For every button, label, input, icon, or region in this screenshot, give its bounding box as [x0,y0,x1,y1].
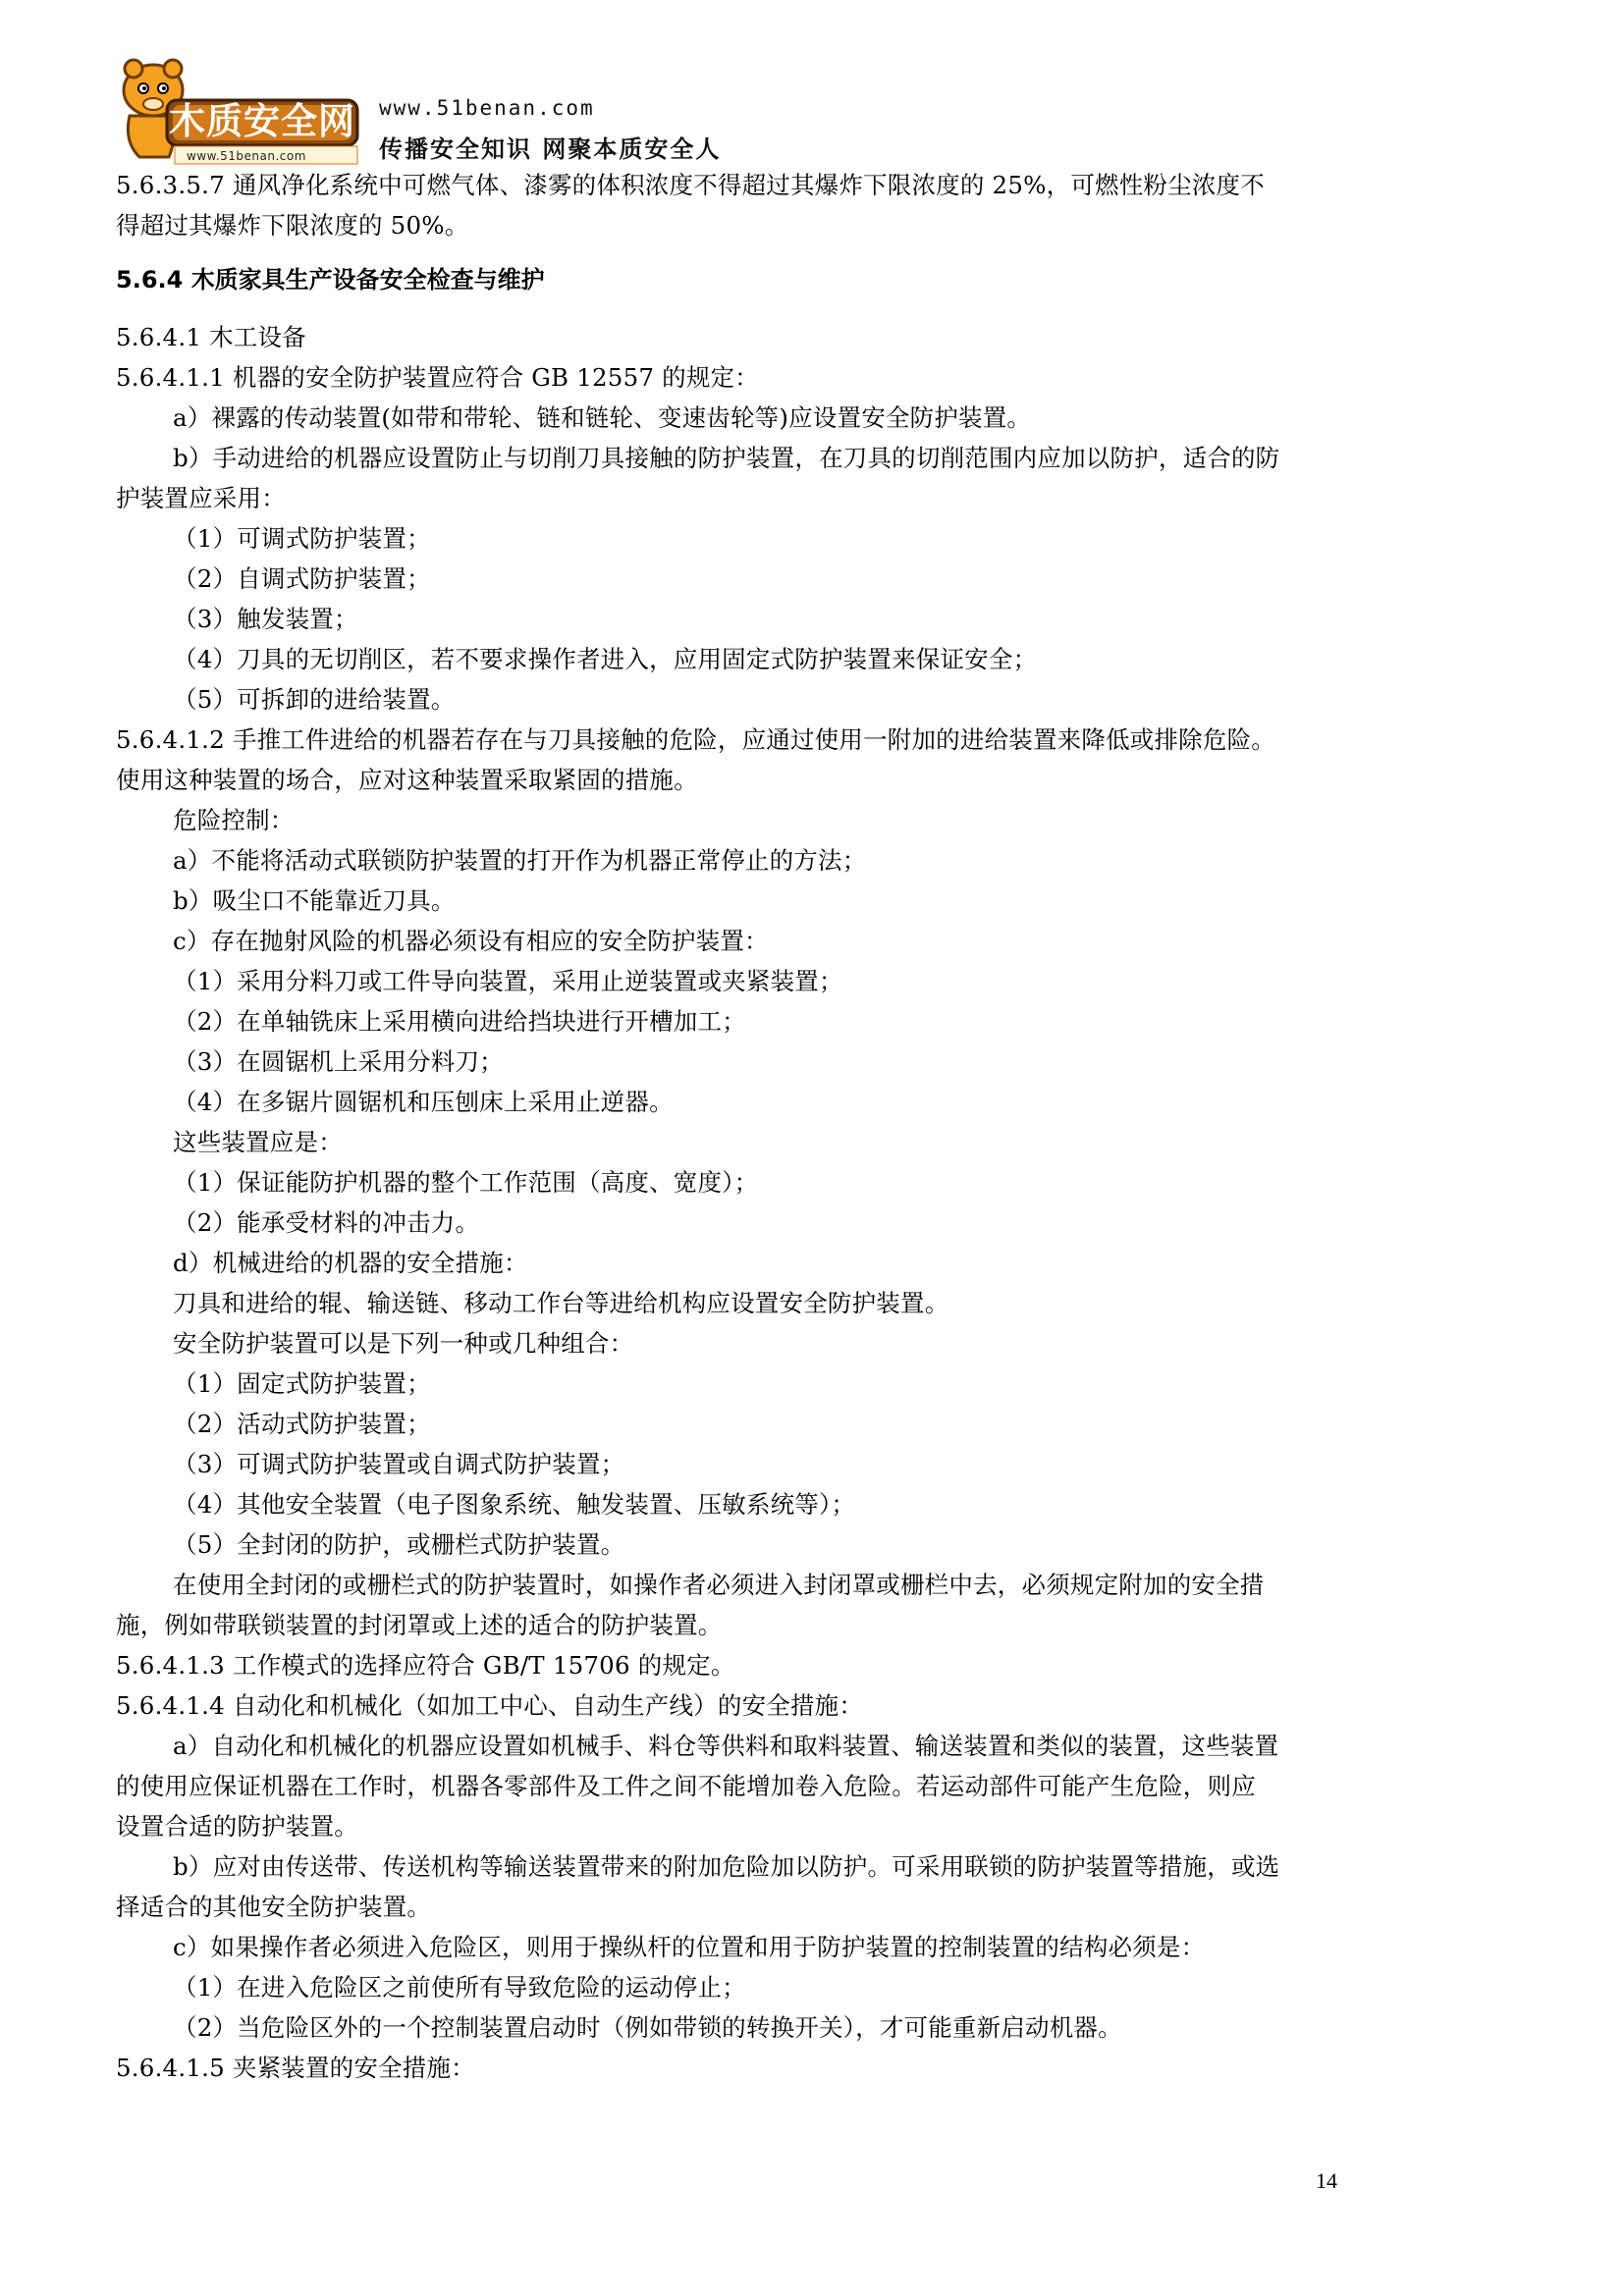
paragraph-line: 施，例如带联锁装置的封闭罩或上述的适合的防护装置。 [116,1611,723,1639]
paragraph-line: 5.6.4.1 木工设备 [116,323,306,351]
paragraph-line: （1）固定式防护装置； [173,1369,431,1398]
paragraph-line: 择适合的其他安全防护装置。 [116,1893,432,1921]
site-url-link[interactable]: www.51benan.com [379,96,595,120]
paragraph-line: c）存在抛射风险的机器必须设有相应的安全防护装置： [173,927,769,955]
paragraph-line: 这些装置应是： [173,1128,343,1156]
paragraph-line: （3）在圆锯机上采用分料刀； [173,1047,504,1076]
paragraph-line: （4）在多锯片圆锯机和压刨床上采用止逆器。 [173,1088,674,1116]
paragraph-line: 的使用应保证机器在工作时，机器各零部件及工件之间不能增加卷入危险。若运动部件可能产生危险，则应 [116,1772,1256,1800]
document-body [116,165,1451,2088]
paragraph-line: b）吸尘口不能靠近刀具。 [173,886,456,915]
paragraph-line: （3）可调式防护装置或自调式防护装置； [173,1450,625,1478]
paragraph-line: 5.6.4.1.4 自动化和机械化（如加工中心、自动生产线）的安全措施： [116,1691,864,1720]
paragraph-line: b）手动进给的机器应设置防止与切削刀具接触的防护装置，在刀具的切削范围内应加以防护，适合的防 [173,444,1280,472]
page-number: 14 [1316,2168,1337,2193]
paragraph-line: 5.6.4.1.3 工作模式的选择应符合 GB/T 15706 的规定。 [116,1651,735,1680]
paragraph-line: （2）自调式防护装置； [173,564,431,593]
page-header [116,51,722,167]
paragraph-line: a）不能将活动式联锁防护装置的打开作为机器正常停止的方法； [173,846,867,875]
section-heading: 5.6.4 木质家具生产设备安全检查与维护 [116,266,545,294]
paragraph-line: （5）可拆卸的进给装置。 [173,685,456,714]
logo-url: www.51benan.com [187,149,306,163]
site-logo[interactable] [116,51,363,167]
paragraph-line: 5.6.4.1.5 夹紧装置的安全措施： [116,2054,475,2082]
paragraph-line: （2）当危险区外的一个控制装置启动时（例如带锁的转换开关），才可能重新启动机器。 [173,2013,1122,2042]
paragraph-line: 得超过其爆炸下限浓度的 50%。 [116,211,469,240]
paragraph-line: d）机械进给的机器的安全措施： [173,1249,528,1277]
paragraph-line: a）自动化和机械化的机器应设置如机械手、料仓等供料和取料装置、输送装置和类似的装置，这些装置 [173,1732,1279,1760]
site-slogan: 传播安全知识 网聚本质安全人 [379,135,722,163]
paragraph-line: 5.6.4.1.2 手推工件进给的机器若存在与刀具接触的危险，应通过使用一附加的进给装置来降低或排除危险。 [116,725,1275,754]
logo-wordmark: 木质安全网 [169,100,355,142]
paragraph-line: （1）可调式防护装置； [173,524,431,553]
paragraph-line: 安全防护装置可以是下列一种或几种组合： [173,1329,634,1358]
paragraph-line: （2）能承受材料的冲击力。 [173,1208,480,1237]
paragraph-line: 5.6.3.5.7 通风净化系统中可燃气体、漆雾的体积浓度不得超过其爆炸下限浓度的 25%，可燃性粉尘浓度不 [116,171,1265,199]
paragraph-line: （3）触发装置； [173,605,358,633]
paragraph-line: a）裸露的传动装置(如带和带轮、链和链轮、变速齿轮等)应设置安全防护装置。 [173,403,1032,432]
paragraph-line: 5.6.4.1.1 机器的安全防护装置应符合 GB 12557 的规定： [116,363,759,392]
paragraph-line: b）应对由传送带、传送机构等输送装置带来的附加危险加以防护。可采用联锁的防护装置等措施，或选 [173,1852,1280,1881]
paragraph-line: 危险控制： [173,806,295,834]
paragraph-line: 设置合适的防护装置。 [116,1812,358,1841]
paragraph-line: （1）在进入危险区之前使所有导致危险的运动停止； [173,1973,746,2002]
paragraph-line: 护装置应采用： [116,484,286,512]
paragraph-line: （1）采用分料刀或工件导向装置，采用止逆装置或夹紧装置； [173,967,843,995]
paragraph-line: c）如果操作者必须进入危险区，则用于操纵杆的位置和用于防护装置的控制装置的结构必须是： [173,1933,1206,1961]
paragraph-line: （4）其他安全装置（电子图象系统、触发装置、压敏系统等）； [173,1490,856,1519]
paragraph-line: 刀具和进给的辊、输送链、移动工作台等进给机构应设置安全防护装置。 [173,1289,949,1317]
paragraph-line: 在使用全封闭的或栅栏式的防护装置时，如操作者必须进入封闭罩或栅栏中去，必须规定附加的安全措 [173,1571,1265,1599]
paragraph-line: （1）保证能防护机器的整个工作范围（高度、宽度）； [173,1168,759,1197]
paragraph-line: （2）在单轴铣床上采用横向进给挡块进行开槽加工； [173,1007,746,1036]
body-lines [116,317,1451,2088]
paragraph-line: （2）活动式防护装置； [173,1410,431,1438]
paragraph-line: 使用这种装置的场合，应对这种装置采取紧固的措施。 [116,766,698,794]
paragraph-line: （4）刀具的无切削区，若不要求操作者进入，应用固定式防护装置来保证安全； [173,645,1038,673]
paragraph-line: （5）全封闭的防护，或栅栏式防护装置。 [173,1530,625,1559]
